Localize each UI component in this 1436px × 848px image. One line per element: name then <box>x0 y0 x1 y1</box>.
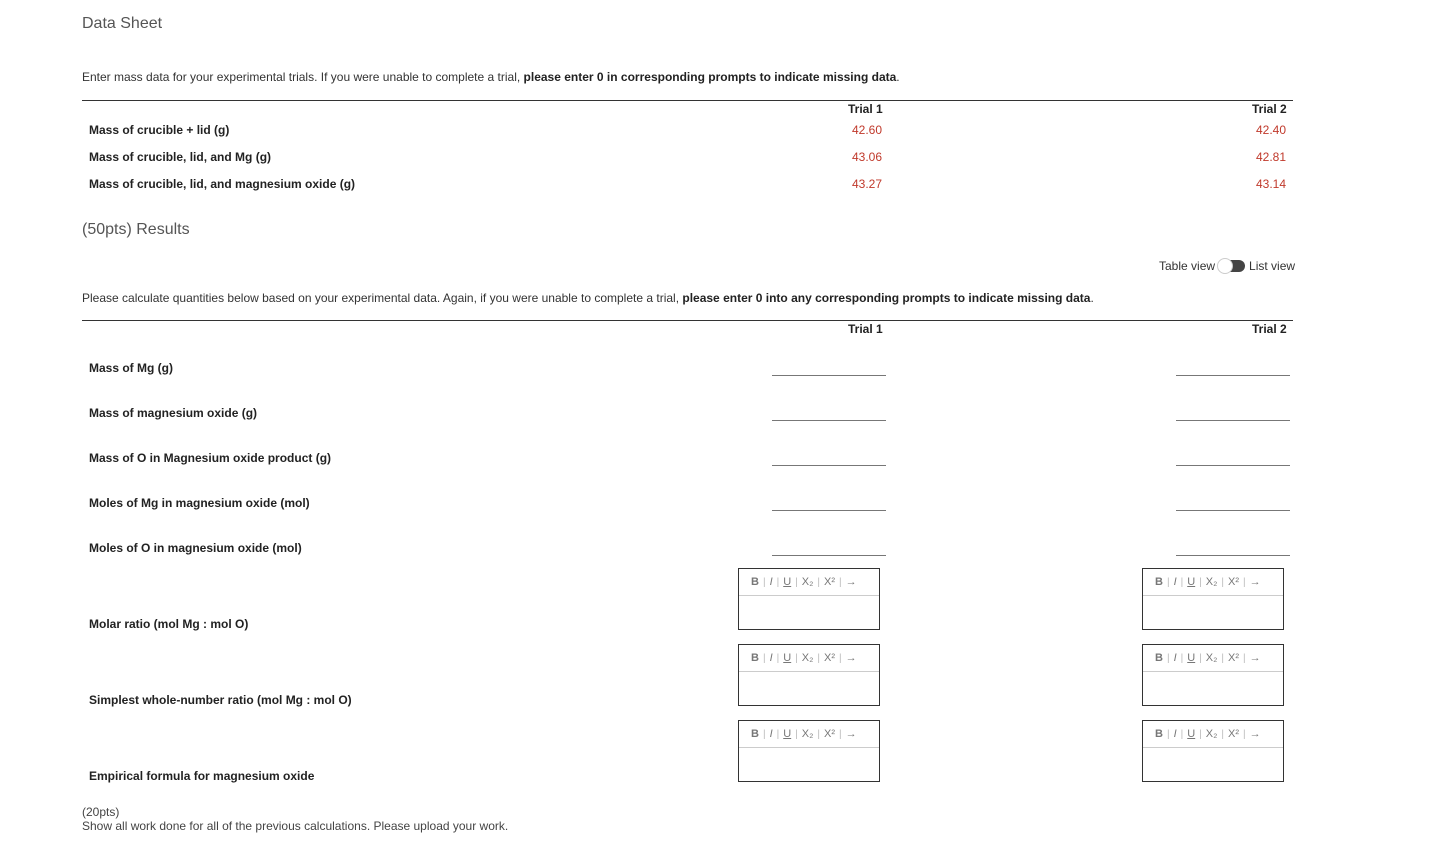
superscript-button[interactable]: X² <box>1228 652 1240 664</box>
arrow-button[interactable]: → <box>1249 576 1261 588</box>
italic-button[interactable]: I <box>769 576 773 588</box>
toolbar-separator: | <box>1199 576 1202 588</box>
row-label: Moles of Mg in magnesium oxide (mol) <box>89 496 310 510</box>
col-header-trial-2: Trial 2 <box>1252 102 1287 116</box>
trial-2-answer-input[interactable] <box>1176 359 1290 376</box>
instruction-bold: please enter 0 into any corresponding prompts to indicate missing data <box>682 291 1091 305</box>
bold-button[interactable]: B <box>1155 652 1163 664</box>
row-label: Mass of crucible + lid (g) <box>89 123 230 137</box>
trial-1-rich-text-editor[interactable] <box>738 568 880 630</box>
subscript-button[interactable]: X₂ <box>1205 652 1218 664</box>
editor-text-area[interactable] <box>1143 748 1283 782</box>
table-top-rule <box>82 100 1293 101</box>
superscript-button[interactable]: X² <box>824 652 836 664</box>
bold-button[interactable]: B <box>751 652 759 664</box>
trial-2-value: 43.14 <box>1255 177 1286 191</box>
editor-text-area[interactable] <box>1143 672 1283 706</box>
trial-1-answer-input[interactable] <box>772 359 886 376</box>
arrow-button[interactable]: → <box>845 576 857 588</box>
editor-text-area[interactable] <box>739 748 879 782</box>
toolbar-separator: | <box>817 576 821 588</box>
superscript-button[interactable]: X² <box>1228 576 1240 588</box>
toolbar-separator: | <box>795 576 798 588</box>
row-label: Molar ratio (mol Mg : mol O) <box>89 617 249 631</box>
data-sheet-instruction <box>82 70 900 84</box>
bold-button[interactable]: B <box>1155 728 1163 740</box>
toolbar-separator: | <box>817 728 821 740</box>
underline-button[interactable]: U <box>783 652 792 664</box>
bold-button[interactable]: B <box>751 728 759 740</box>
toolbar-separator: | <box>762 652 766 664</box>
row-label: Mass of crucible, lid, and magnesium oxide (g) <box>89 177 356 191</box>
italic-button[interactable]: I <box>1173 652 1177 664</box>
row-label: Moles of O in magnesium oxide (mol) <box>89 541 302 555</box>
toolbar-separator: | <box>1221 576 1225 588</box>
toolbar-separator: | <box>1243 728 1246 740</box>
subscript-button[interactable]: X₂ <box>801 652 814 664</box>
results-title: (50pts) Results <box>82 221 190 238</box>
toolbar-separator: | <box>1180 576 1184 588</box>
toolbar-separator: | <box>776 576 780 588</box>
instruction-end: . <box>1090 291 1094 305</box>
instruction-text: Enter mass data for your experimental trials. If you were unable to complete a trial, <box>82 70 524 84</box>
superscript-button[interactable]: X² <box>824 576 836 588</box>
editor-toolbar <box>739 569 879 596</box>
underline-button[interactable]: U <box>783 728 792 740</box>
row-label: Mass of magnesium oxide (g) <box>89 406 258 420</box>
trial-1-rich-text-editor[interactable] <box>738 720 880 782</box>
work-points: (20pts) <box>82 805 120 819</box>
toolbar-separator: | <box>776 652 780 664</box>
superscript-button[interactable]: X² <box>824 728 836 740</box>
arrow-button[interactable]: → <box>845 728 857 740</box>
bold-button[interactable]: B <box>1155 576 1163 588</box>
editor-toolbar <box>1143 645 1283 672</box>
trial-2-answer-input[interactable] <box>1176 539 1290 556</box>
row-label: Simplest whole-number ratio (mol Mg : mol O) <box>89 693 352 707</box>
toolbar-separator: | <box>1166 728 1170 740</box>
instruction-end: . <box>896 70 900 84</box>
italic-button[interactable]: I <box>769 652 773 664</box>
results-top-rule <box>82 320 1293 321</box>
superscript-button[interactable]: X² <box>1228 728 1240 740</box>
toolbar-separator: | <box>1199 652 1202 664</box>
trial-1-value: 42.60 <box>851 123 882 137</box>
toolbar-separator: | <box>1166 652 1170 664</box>
italic-button[interactable]: I <box>1173 728 1177 740</box>
trial-1-value: 43.06 <box>851 150 882 164</box>
trial-1-rich-text-editor[interactable] <box>738 644 880 706</box>
subscript-button[interactable]: X₂ <box>1205 728 1218 740</box>
trial-1-answer-input[interactable] <box>772 449 886 466</box>
editor-toolbar <box>1143 721 1283 748</box>
trial-2-rich-text-editor[interactable] <box>1142 644 1284 706</box>
toggle-knob <box>1217 258 1233 274</box>
trial-2-rich-text-editor[interactable] <box>1142 720 1284 782</box>
trial-1-answer-input[interactable] <box>772 539 886 556</box>
toolbar-separator: | <box>1221 728 1225 740</box>
row-label: Empirical formula for magnesium oxide <box>89 769 315 783</box>
data-sheet-title: Data Sheet <box>82 15 163 32</box>
toolbar-separator: | <box>795 652 798 664</box>
editor-text-area[interactable] <box>739 596 879 630</box>
col-header-trial-1: Trial 1 <box>848 322 883 336</box>
editor-toolbar <box>739 721 879 748</box>
arrow-button[interactable]: → <box>1249 652 1261 664</box>
trial-2-answer-input[interactable] <box>1176 494 1290 511</box>
subscript-button[interactable]: X₂ <box>801 576 814 588</box>
editor-text-area[interactable] <box>739 672 879 706</box>
trial-2-value: 42.81 <box>1255 150 1286 164</box>
trial-2-answer-input[interactable] <box>1176 404 1290 421</box>
arrow-button[interactable]: → <box>1249 728 1261 740</box>
underline-button[interactable]: U <box>1187 728 1196 740</box>
toolbar-separator: | <box>1221 652 1225 664</box>
instruction-text: Please calculate quantities below based on your experimental data. Again, if you were unable to complete a trial, <box>82 291 683 305</box>
list-view-label[interactable]: List view <box>1249 259 1296 273</box>
arrow-button[interactable]: → <box>845 652 857 664</box>
trial-2-rich-text-editor[interactable] <box>1142 568 1284 630</box>
view-toggle-switch[interactable] <box>1219 260 1245 272</box>
italic-button[interactable]: I <box>1173 576 1177 588</box>
table-view-label[interactable]: Table view <box>1159 259 1216 273</box>
toolbar-separator: | <box>1199 728 1202 740</box>
work-instruction: Show all work done for all of the previous calculations. Please upload your work. <box>82 819 509 833</box>
toolbar-separator: | <box>839 652 842 664</box>
trial-1-value: 43.27 <box>851 177 882 191</box>
underline-button[interactable]: U <box>783 576 792 588</box>
bold-button[interactable]: B <box>751 576 759 588</box>
toolbar-separator: | <box>839 728 842 740</box>
col-header-trial-2: Trial 2 <box>1252 322 1287 336</box>
editor-toolbar <box>739 645 879 672</box>
trial-1-answer-input[interactable] <box>772 404 886 421</box>
subscript-button[interactable]: X₂ <box>1205 576 1218 588</box>
toolbar-separator: | <box>839 576 842 588</box>
toolbar-separator: | <box>795 728 798 740</box>
toolbar-separator: | <box>1243 576 1246 588</box>
row-label: Mass of Mg (g) <box>89 361 173 375</box>
toolbar-separator: | <box>1180 652 1184 664</box>
col-header-trial-1: Trial 1 <box>848 102 883 116</box>
underline-button[interactable]: U <box>1187 652 1196 664</box>
toolbar-separator: | <box>1166 576 1170 588</box>
instruction-bold: please enter 0 in corresponding prompts to indicate missing data <box>523 70 897 84</box>
results-instruction <box>82 291 1094 305</box>
row-label: Mass of crucible, lid, and Mg (g) <box>89 150 272 164</box>
view-toggle[interactable] <box>1159 259 1295 273</box>
toolbar-separator: | <box>1180 728 1184 740</box>
row-label: Mass of O in Magnesium oxide product (g) <box>89 451 332 465</box>
toolbar-separator: | <box>762 728 766 740</box>
subscript-button[interactable]: X₂ <box>801 728 814 740</box>
trial-1-answer-input[interactable] <box>772 494 886 511</box>
trial-2-value: 42.40 <box>1255 123 1286 137</box>
toolbar-separator: | <box>817 652 821 664</box>
italic-button[interactable]: I <box>769 728 773 740</box>
editor-text-area[interactable] <box>1143 596 1283 630</box>
trial-2-answer-input[interactable] <box>1176 449 1290 466</box>
underline-button[interactable]: U <box>1187 576 1196 588</box>
editor-toolbar <box>1143 569 1283 596</box>
toolbar-separator: | <box>1243 652 1246 664</box>
toolbar-separator: | <box>776 728 780 740</box>
toolbar-separator: | <box>762 576 766 588</box>
